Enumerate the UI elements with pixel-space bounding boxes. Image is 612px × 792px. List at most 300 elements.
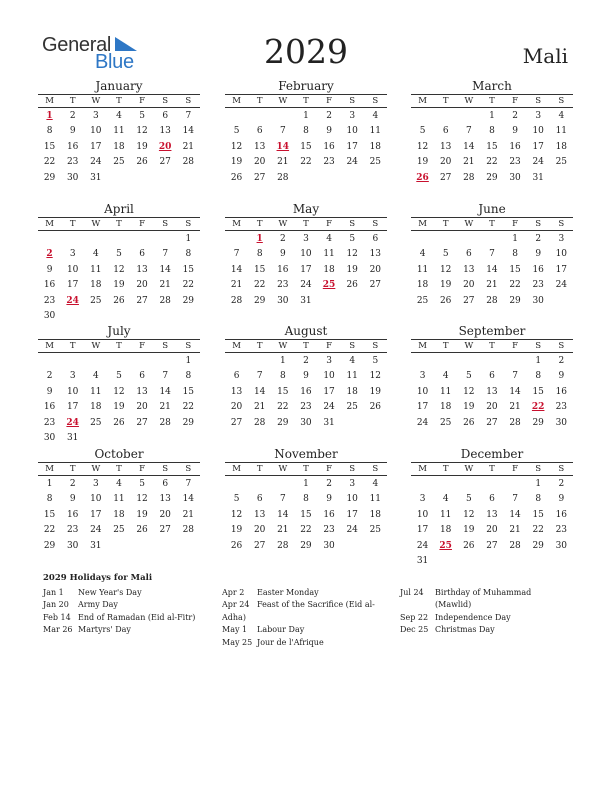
day-cell: 16 <box>43 280 56 291</box>
day-cell: 3 <box>326 356 332 366</box>
day-cell: 27 <box>159 157 171 168</box>
day-cell: 2 <box>535 234 542 244</box>
day-cell: 11 <box>555 126 568 137</box>
day-cell: 11 <box>416 264 429 275</box>
weekday-header <box>411 217 573 231</box>
day-cell: 24 <box>555 280 568 291</box>
day-cell: 28 <box>159 417 171 428</box>
day-cell: 8 <box>303 126 309 137</box>
day-cell: 31 <box>532 172 544 183</box>
day-cell: 14 <box>159 264 171 275</box>
day-cell: 13 <box>136 386 148 397</box>
month-march <box>411 79 573 186</box>
day-cell: 19 <box>416 157 429 168</box>
day-cell: 21 <box>159 402 171 413</box>
month-april <box>38 202 200 324</box>
month-august <box>225 324 387 431</box>
empty-cell <box>271 109 294 124</box>
day-cell: 3 <box>69 249 76 260</box>
day-cell: 21 <box>486 280 498 291</box>
day-cell: 17 <box>532 141 544 152</box>
month-title: August <box>284 324 328 338</box>
day-cell: 14 <box>509 509 521 520</box>
weekday-label: S <box>349 96 356 106</box>
empty-cell <box>61 232 84 247</box>
day-cell: 20 <box>136 280 148 291</box>
day-cell: 16 <box>555 509 568 520</box>
empty-cell <box>154 354 177 369</box>
day-cell: 29 <box>532 540 544 551</box>
day-cell: 4 <box>349 356 356 366</box>
holiday-name: Army Day <box>78 600 118 610</box>
day-cell: 28 <box>509 540 521 551</box>
day-cell: 8 <box>489 126 495 137</box>
day-cell: 18 <box>439 525 452 536</box>
day-cell: 19 <box>113 402 125 413</box>
day-cell: 26 <box>439 295 452 306</box>
empty-cell <box>84 354 107 369</box>
day-cell: 18 <box>369 509 382 520</box>
day-cell: 19 <box>230 525 243 536</box>
day-cell: 6 <box>256 494 263 505</box>
day-cell: 22 <box>253 280 266 291</box>
weekday-label: W <box>91 341 101 351</box>
day-cell: 17 <box>555 264 568 275</box>
day-cell: 23 <box>323 157 335 168</box>
weekday-label: T <box>489 464 495 474</box>
day-cell: 8 <box>185 371 192 382</box>
day-cell: 18 <box>555 141 568 152</box>
empty-cell <box>38 232 61 247</box>
day-cell: 2 <box>279 234 286 244</box>
day-grid <box>38 232 200 324</box>
holiday-date: Apr 2 <box>222 588 245 597</box>
day-cell: 21 <box>230 280 243 291</box>
empty-cell <box>480 232 503 247</box>
empty-cell <box>84 232 107 247</box>
holiday-day: 20 <box>158 141 172 152</box>
empty-cell <box>480 354 503 369</box>
weekday-label: F <box>512 219 519 229</box>
day-cell: 5 <box>419 126 426 137</box>
day-cell: 9 <box>279 249 286 260</box>
day-cell: 10 <box>346 126 358 137</box>
day-cell: 17 <box>90 141 102 152</box>
holiday-date: Sep 22 <box>400 612 429 622</box>
day-cell: 5 <box>139 479 145 489</box>
weekday-header <box>225 462 387 476</box>
weekday-header <box>38 217 200 231</box>
day-cell: 8 <box>46 494 53 505</box>
holiday-day: 1 <box>46 111 53 121</box>
weekday-label: S <box>162 341 169 351</box>
day-cell: 15 <box>300 141 312 152</box>
holiday-name: Independence Day <box>435 612 511 622</box>
day-cell: 15 <box>277 386 289 397</box>
day-cell: 18 <box>323 264 335 275</box>
day-cell: 7 <box>279 494 286 505</box>
empty-cell <box>411 477 434 492</box>
day-cell: 24 <box>416 540 429 551</box>
day-cell: 25 <box>369 157 382 168</box>
day-cell: 3 <box>349 479 356 489</box>
holiday-day: 22 <box>531 402 545 413</box>
holiday-name: Feast of the Sacrifice (Eid al- <box>257 600 375 610</box>
holiday-name: New Year's Day <box>78 588 142 597</box>
weekday-label: F <box>139 464 146 474</box>
day-cell: 11 <box>323 249 335 260</box>
holiday-day: 25 <box>322 280 336 291</box>
day-cell: 4 <box>442 494 449 505</box>
day-cell: 9 <box>69 126 76 137</box>
day-grid <box>411 109 573 186</box>
weekday-label: S <box>349 464 356 474</box>
day-cell: 15 <box>509 264 521 275</box>
holiday-date: Jan 20 <box>43 600 69 610</box>
day-cell: 28 <box>509 417 521 428</box>
day-cell: 13 <box>230 386 243 397</box>
day-cell: 13 <box>486 509 498 520</box>
day-cell: 7 <box>512 494 518 505</box>
day-cell: 20 <box>159 509 171 520</box>
weekday-label: M <box>45 96 54 106</box>
month-title: March <box>472 79 512 93</box>
day-cell: 5 <box>139 111 145 121</box>
day-cell: 2 <box>558 356 565 366</box>
day-cell: 19 <box>439 280 452 291</box>
day-cell: 15 <box>43 141 56 152</box>
day-cell: 4 <box>326 234 332 244</box>
day-cell: 30 <box>300 417 312 428</box>
day-cell: 7 <box>185 479 192 489</box>
empty-cell <box>457 354 480 369</box>
holiday-day: 2 <box>46 249 53 260</box>
day-cell: 29 <box>509 295 521 306</box>
holiday-day: 26 <box>416 172 429 183</box>
day-cell: 10 <box>416 509 429 520</box>
day-cell: 29 <box>182 295 195 306</box>
day-cell: 23 <box>66 525 79 536</box>
day-grid <box>38 477 200 554</box>
day-cell: 11 <box>439 509 452 520</box>
day-cell: 12 <box>463 509 475 520</box>
day-cell: 10 <box>300 249 312 260</box>
empty-cell <box>154 232 177 247</box>
day-grid <box>225 354 387 431</box>
day-cell: 13 <box>486 386 498 397</box>
empty-cell <box>225 477 248 492</box>
day-cell: 23 <box>43 417 56 428</box>
day-cell: 31 <box>323 417 335 428</box>
holiday-item <box>400 612 565 624</box>
day-cell: 22 <box>182 402 195 413</box>
weekday-label: T <box>69 219 76 229</box>
day-cell: 12 <box>439 264 452 275</box>
day-cell: 20 <box>463 280 475 291</box>
day-cell: 24 <box>300 280 312 291</box>
empty-cell <box>225 109 248 124</box>
day-cell: 17 <box>323 386 335 397</box>
day-cell: 15 <box>43 509 56 520</box>
weekday-label: W <box>91 96 101 106</box>
day-cell: 28 <box>253 417 266 428</box>
day-cell: 5 <box>116 371 122 382</box>
empty-cell <box>248 109 271 124</box>
weekday-label: S <box>558 96 565 106</box>
day-cell: 16 <box>300 386 312 397</box>
holiday-name: Easter Monday <box>257 588 319 597</box>
weekday-label: F <box>326 341 333 351</box>
day-cell: 14 <box>230 264 243 275</box>
day-cell: 1 <box>185 356 192 366</box>
day-cell: 3 <box>92 111 99 121</box>
day-cell: 5 <box>349 234 356 244</box>
day-cell: 16 <box>43 402 56 413</box>
holiday-item <box>222 624 387 636</box>
day-cell: 23 <box>66 157 79 168</box>
day-cell: 30 <box>66 172 79 183</box>
empty-cell <box>107 232 130 247</box>
weekday-label: W <box>464 341 474 351</box>
day-grid <box>225 477 387 554</box>
day-cell: 24 <box>90 525 102 536</box>
day-cell: 4 <box>92 371 99 382</box>
day-cell: 4 <box>372 479 379 489</box>
day-cell: 9 <box>69 494 76 505</box>
day-cell: 18 <box>439 402 452 413</box>
day-cell: 20 <box>439 157 452 168</box>
weekday-header <box>411 462 573 476</box>
weekday-label: T <box>116 341 122 351</box>
day-cell: 5 <box>233 126 240 137</box>
weekday-header <box>38 339 200 353</box>
day-cell: 13 <box>159 126 171 137</box>
day-cell: 27 <box>486 417 498 428</box>
empty-cell <box>248 477 271 492</box>
weekday-label: M <box>232 464 241 474</box>
day-cell: 26 <box>230 172 243 183</box>
day-cell: 9 <box>512 126 518 137</box>
day-cell: 9 <box>558 371 565 382</box>
day-cell: 2 <box>46 371 53 382</box>
day-cell: 3 <box>69 371 76 382</box>
day-cell: 21 <box>463 157 475 168</box>
day-cell: 7 <box>256 371 263 382</box>
month-may <box>225 202 387 309</box>
holiday-item <box>222 587 387 599</box>
empty-cell <box>457 232 480 247</box>
day-cell: 8 <box>535 494 542 505</box>
weekday-label: S <box>185 96 192 106</box>
day-cell: 20 <box>253 525 266 536</box>
day-cell: 25 <box>439 417 452 428</box>
day-cell: 10 <box>90 494 102 505</box>
day-cell: 14 <box>277 509 289 520</box>
weekday-label: T <box>489 341 495 351</box>
day-cell: 4 <box>372 111 379 121</box>
weekday-label: F <box>139 341 146 351</box>
day-cell: 4 <box>92 249 99 260</box>
month-title: January <box>95 79 143 93</box>
day-cell: 30 <box>43 310 56 321</box>
weekday-label: T <box>489 96 495 106</box>
weekday-header <box>411 94 573 108</box>
day-cell: 27 <box>136 295 148 306</box>
weekday-label: F <box>139 219 146 229</box>
weekday-label: F <box>512 464 519 474</box>
day-cell: 10 <box>555 249 568 260</box>
day-cell: 12 <box>113 386 125 397</box>
day-cell: 28 <box>486 295 498 306</box>
weekday-label: S <box>185 219 192 229</box>
day-cell: 20 <box>136 402 148 413</box>
day-cell: 7 <box>279 126 286 137</box>
day-cell: 14 <box>182 494 195 505</box>
day-cell: 14 <box>159 386 171 397</box>
day-cell: 29 <box>182 417 195 428</box>
day-cell: 27 <box>369 280 382 291</box>
day-cell: 6 <box>465 249 472 260</box>
day-cell: 29 <box>486 172 498 183</box>
day-cell: 1 <box>303 111 309 121</box>
weekday-label: M <box>45 219 54 229</box>
weekday-label: W <box>278 219 288 229</box>
day-cell: 8 <box>512 249 518 260</box>
day-cell: 18 <box>369 141 382 152</box>
empty-cell <box>61 354 84 369</box>
day-cell: 12 <box>369 371 382 382</box>
day-cell: 19 <box>463 402 475 413</box>
day-cell: 21 <box>509 525 521 536</box>
weekday-label: S <box>372 341 379 351</box>
day-cell: 1 <box>303 479 309 489</box>
day-cell: 22 <box>277 402 289 413</box>
day-cell: 13 <box>439 141 452 152</box>
day-cell: 28 <box>277 540 289 551</box>
weekday-label: T <box>442 219 449 229</box>
day-cell: 2 <box>326 111 332 121</box>
weekday-label: S <box>162 464 169 474</box>
holiday-column <box>400 587 565 637</box>
day-cell: 6 <box>139 371 145 382</box>
holiday-name: Labour Day <box>257 625 305 635</box>
day-cell: 12 <box>136 494 148 505</box>
day-cell: 18 <box>346 386 358 397</box>
day-cell: 22 <box>532 525 544 536</box>
day-cell: 8 <box>46 126 53 137</box>
day-cell: 4 <box>116 111 122 121</box>
weekday-label: W <box>464 96 474 106</box>
day-cell: 13 <box>369 249 382 260</box>
day-cell: 22 <box>486 157 498 168</box>
weekday-label: S <box>185 464 192 474</box>
weekday-label: M <box>418 219 427 229</box>
weekday-label: S <box>558 219 565 229</box>
day-cell: 23 <box>277 280 289 291</box>
day-cell: 9 <box>46 386 53 397</box>
day-cell: 9 <box>326 126 332 137</box>
day-cell: 11 <box>439 386 452 397</box>
logo-word-blue: Blue <box>95 51 134 73</box>
day-cell: 22 <box>43 525 56 536</box>
day-cell: 29 <box>300 540 312 551</box>
holiday-column <box>222 587 387 649</box>
day-cell: 16 <box>66 141 79 152</box>
weekday-label: F <box>326 96 333 106</box>
holiday-item <box>43 599 208 611</box>
holiday-date: Apr 24 <box>222 600 250 610</box>
holiday-date: Feb 14 <box>43 612 71 622</box>
holiday-item <box>43 587 208 599</box>
day-cell: 26 <box>463 417 475 428</box>
day-cell: 19 <box>369 386 382 397</box>
weekday-label: S <box>185 341 192 351</box>
day-cell: 21 <box>277 525 289 536</box>
day-cell: 28 <box>159 295 171 306</box>
day-cell: 6 <box>489 494 495 505</box>
holiday-date: May 25 <box>222 637 253 647</box>
day-cell: 29 <box>277 417 289 428</box>
day-cell: 13 <box>253 141 266 152</box>
day-cell: 12 <box>230 141 243 152</box>
day-cell: 7 <box>185 111 192 121</box>
month-title: May <box>292 202 320 216</box>
day-cell: 23 <box>43 295 56 306</box>
day-cell: 25 <box>555 157 568 168</box>
weekday-label: T <box>256 464 263 474</box>
day-cell: 7 <box>162 371 169 382</box>
day-cell: 19 <box>136 509 148 520</box>
weekday-label: W <box>464 464 474 474</box>
day-cell: 12 <box>416 141 429 152</box>
holiday-item <box>222 637 387 649</box>
day-cell: 21 <box>182 141 195 152</box>
day-cell: 26 <box>346 280 358 291</box>
day-cell: 23 <box>555 525 568 536</box>
day-cell: 7 <box>162 249 169 260</box>
day-cell: 13 <box>159 494 171 505</box>
day-cell: 16 <box>555 386 568 397</box>
day-cell: 16 <box>509 141 521 152</box>
day-cell: 23 <box>509 157 521 168</box>
day-cell: 14 <box>509 386 521 397</box>
weekday-header <box>38 462 200 476</box>
holiday-name: Christmas Day <box>435 625 495 635</box>
day-cell: 27 <box>253 172 266 183</box>
weekday-header <box>225 217 387 231</box>
day-grid <box>225 109 387 186</box>
holiday-date: Jan 1 <box>43 588 64 597</box>
weekday-label: T <box>116 464 122 474</box>
day-cell: 17 <box>346 141 358 152</box>
day-cell: 6 <box>139 249 145 260</box>
day-cell: 2 <box>558 479 565 489</box>
empty-cell <box>434 477 457 492</box>
holiday-name: Martyrs' Day <box>78 625 131 635</box>
weekday-header <box>225 339 387 353</box>
day-grid <box>38 109 200 186</box>
holiday-day: 24 <box>66 417 79 428</box>
empty-cell <box>225 354 248 369</box>
empty-cell <box>411 232 434 247</box>
weekday-label: W <box>278 464 288 474</box>
day-cell: 19 <box>136 141 148 152</box>
day-cell: 15 <box>182 386 195 397</box>
day-cell: 25 <box>90 417 102 428</box>
weekday-label: T <box>256 219 263 229</box>
day-cell: 11 <box>369 494 382 505</box>
day-cell: 10 <box>323 371 335 382</box>
